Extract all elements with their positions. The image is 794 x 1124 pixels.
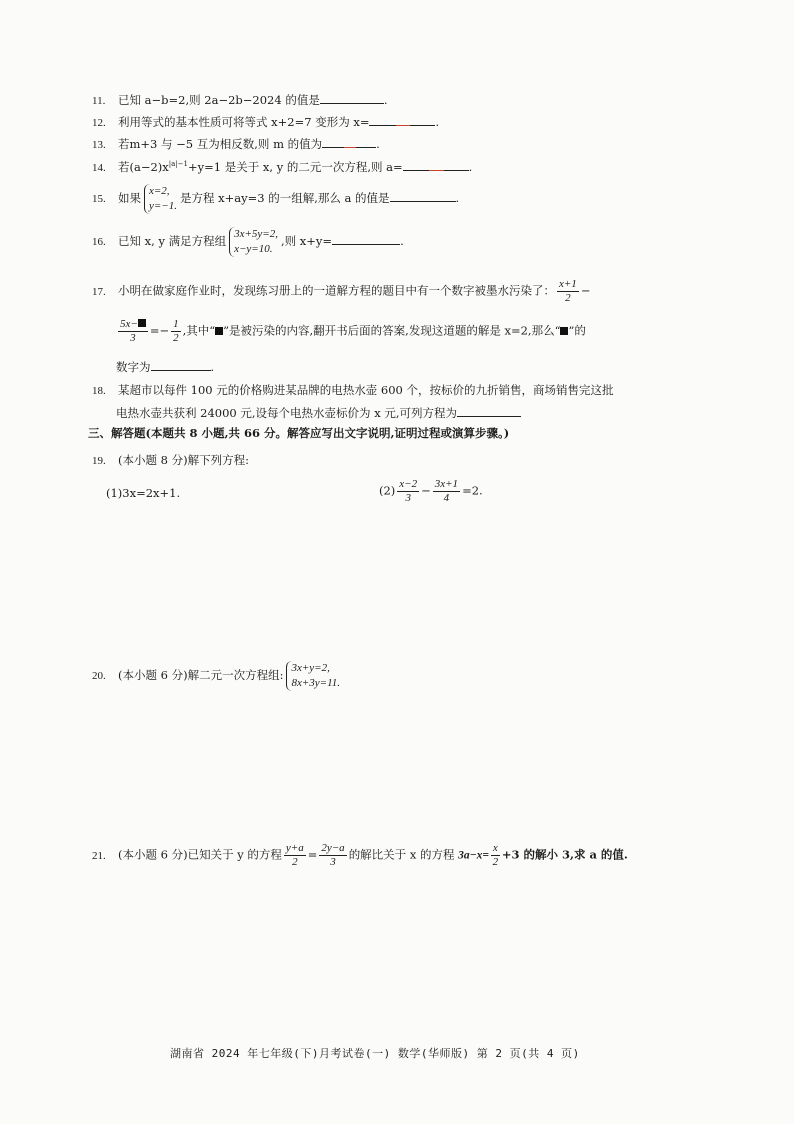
answer-blank[interactable] — [322, 136, 376, 148]
fraction: $\frac{5x-}{3}$ — [118, 318, 148, 345]
question-19-part-1: (1)3x=2x+1. — [106, 486, 181, 500]
answer-blank[interactable] — [403, 159, 469, 171]
fraction: $\frac{x+1}{2}$ — [559, 278, 577, 304]
exponent: |a|−1 — [168, 160, 188, 169]
equation-system: 3x+y=2, 8x+3y=11. — [286, 661, 340, 691]
question-number: 12. — [92, 117, 106, 129]
question-17-line-3: 数字为 . — [116, 360, 215, 374]
equation-system: 3x+5y=2, x−y=10. — [229, 227, 278, 257]
question-text: 利用等式的基本性质可将等式 x+2=7 变形为 x= — [118, 115, 370, 129]
answer-blank[interactable] — [320, 92, 384, 104]
question-13: 13. 若m+3 与 −5 互为相反数,则 m 的值为 . — [92, 137, 380, 151]
answer-blank[interactable] — [332, 233, 400, 245]
answer-blank[interactable] — [369, 114, 435, 126]
question-number: 18. — [92, 385, 106, 397]
answer-blank[interactable] — [390, 190, 456, 202]
question-18-line-2: 电热水壶共获利 24000 元,设每个电热水壶标价为 x 元,可列方程为 — [116, 405, 521, 421]
section-heading: 三、解答题(本题共 8 小题,共 66 分。解答应写出文字说明,证明过程或演算步骤。) — [88, 426, 510, 440]
equation-system: x=2, y=−1. — [144, 184, 177, 214]
question-15: 15. 如果 x=2, y=−1. 是方程 x+ay=3 的一组解,那么 a 的值是 . — [92, 185, 460, 212]
fraction: $\frac{1}{2}$ — [173, 318, 179, 344]
question-19-part-2: (2) $\frac{x-2}{3}$ − $\frac{3x+1}{4}$ =2. — [379, 478, 483, 504]
question-number: 13. — [92, 139, 106, 151]
fraction: $\frac{y+a}{2}$ — [285, 842, 304, 868]
question-number: 11. — [92, 95, 106, 107]
question-16: 16. 已知 x, y 满足方程组 3x+5y=2, x−y=10. ,则 x+y= . — [92, 228, 404, 255]
question-text: 如果 — [118, 191, 141, 205]
question-12: 12. 利用等式的基本性质可将等式 x+2=7 变形为 x= . — [92, 115, 440, 129]
question-number: 16. — [92, 236, 106, 248]
question-20 — [92, 661, 343, 691]
question-17-line-2: $\frac{5x-}{3}$ =− $\frac{1}{2}$ ,其中“ ”是被污染的内容,翻开书后面的答案,发现这道题的解是 x=2,那么“ ”的 — [120, 318, 586, 344]
question-number: 17. — [92, 285, 106, 298]
question-11: 11. 已知 a−b=2,则 2a−2b−2024 的值是 . — [92, 93, 388, 107]
fraction: $\frac{x}{2}$ — [492, 842, 499, 868]
page-footer: 湖南省 2024 年七年级(下)月考试卷(一) 数学(华师版) 第 2 页(共 4 页) — [170, 1047, 580, 1060]
question-text: (本小题 8 分)解下列方程: — [118, 453, 249, 467]
question-text: 小明在做家庭作业时，发现练习册上的一道解方程的题目中有一个数字被墨水污染了： — [118, 283, 555, 298]
question-number: 15. — [92, 193, 106, 205]
question-18 — [92, 384, 614, 398]
question-text: 若(a−2)x — [118, 160, 169, 174]
question-21: 21. (本小题 6 分)已知关于 y 的方程 $\frac{y+a}{2}$ = $\frac{2y-a}{3}$ 的解比关于 x 的方程 3a−x= $\frac{x}{2}$ +3 的解小 3,求 a 的值. — [92, 842, 628, 868]
fraction: $\frac{x-2}{3}$ — [399, 478, 418, 504]
fraction: $\frac{2y-a}{3}$ — [321, 842, 345, 868]
question-text: 某超市以每件 100 元的价格购进某品牌的电热水壶 600 个，按标价的九折销售，商场销售完这批 — [118, 383, 614, 397]
question-14: 14. 若$(a-2)x^{|a|-1}+y=1$ 是关于 x, y 的二元一次方程,则 a= . — [92, 160, 473, 174]
question-19 — [92, 454, 249, 468]
question-text: (本小题 6 分)已知关于 y 的方程 — [118, 847, 282, 862]
answer-blank[interactable] — [151, 359, 211, 371]
question-text: 若m+3 与 −5 互为相反数,则 m 的值为 — [118, 137, 323, 151]
question-number: 19. — [92, 455, 106, 467]
answer-blank[interactable] — [457, 405, 521, 417]
question-17: 17. 小明在做家庭作业时，发现练习册上的一道解方程的题目中有一个数字被墨水污染了： $\frac{x+1}{2}$ − — [92, 278, 591, 304]
ink-blot-icon — [138, 319, 146, 327]
question-text: (本小题 6 分)解二元一次方程组: — [118, 668, 284, 682]
question-text: 已知 x, y 满足方程组 — [118, 234, 227, 248]
question-number: 14. — [92, 162, 106, 174]
question-number: 21. — [92, 849, 106, 862]
fraction: $\frac{3x+1}{4}$ — [434, 478, 459, 504]
question-text: 已知 a−b=2,则 2a−2b−2024 的值是 — [118, 93, 320, 107]
ink-blot-icon — [215, 327, 223, 335]
question-number: 20. — [92, 670, 106, 682]
